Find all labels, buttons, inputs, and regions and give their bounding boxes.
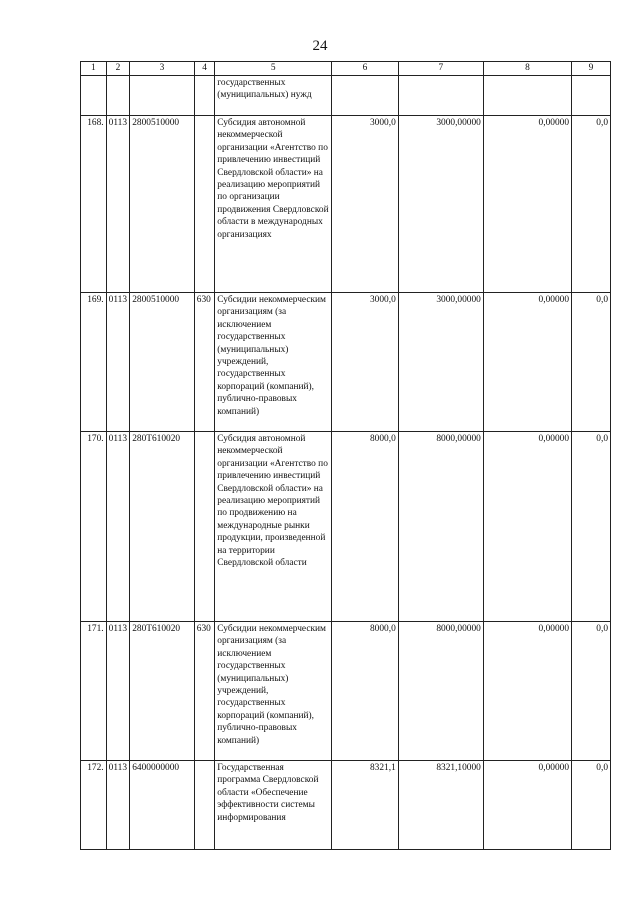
amount: 8000,0 xyxy=(332,432,399,622)
page-number: 24 xyxy=(312,38,328,54)
amount-detailed: 8000,00000 xyxy=(398,622,483,761)
header-cell-8: 8 xyxy=(483,62,571,76)
header-cell-5: 5 xyxy=(215,62,332,76)
row-number: 172. xyxy=(81,761,107,850)
section-code: 0113 xyxy=(106,761,130,850)
description: Субсидия автономной некоммерческой организации «Агентство по привлечению инвестиций Свердловской области» на реализацию мероприятий по организации продвижения Свердловской области в международных организациях xyxy=(215,116,332,293)
amount-tertiary: 0,0 xyxy=(572,761,611,850)
description: государственных (муниципальных) нужд xyxy=(215,76,332,116)
target-article-code xyxy=(130,76,195,116)
section-code xyxy=(106,76,130,116)
row-number: 170. xyxy=(81,432,107,622)
target-article-code: 2800510000 xyxy=(130,116,195,293)
amount-tertiary: 0,0 xyxy=(572,293,611,432)
amount: 8321,1 xyxy=(332,761,399,850)
header-cell-2: 2 xyxy=(106,62,130,76)
amount-tertiary xyxy=(572,76,611,116)
amount-secondary: 0,00000 xyxy=(483,432,571,622)
table-row xyxy=(81,293,611,432)
target-article-code: 2800510000 xyxy=(130,293,195,432)
row-number: 169. xyxy=(81,293,107,432)
amount: 8000,0 xyxy=(332,622,399,761)
header-cell-3: 3 xyxy=(130,62,195,76)
section-code: 0113 xyxy=(106,116,130,293)
amount-detailed xyxy=(398,76,483,116)
table-row xyxy=(81,622,611,761)
amount: 3000,0 xyxy=(332,293,399,432)
target-article-code: 6400000000 xyxy=(130,761,195,850)
expense-type-code: 630 xyxy=(194,622,215,761)
expense-type-code xyxy=(194,116,215,293)
row-number xyxy=(81,76,107,116)
table-row xyxy=(81,116,611,293)
expense-type-code xyxy=(194,432,215,622)
header-cell-1: 1 xyxy=(81,62,107,76)
amount-tertiary: 0,0 xyxy=(572,432,611,622)
amount-secondary: 0,00000 xyxy=(483,761,571,850)
target-article-code: 280Т610020 xyxy=(130,622,195,761)
amount-tertiary: 0,0 xyxy=(572,622,611,761)
expense-type-code xyxy=(194,76,215,116)
amount-secondary: 0,00000 xyxy=(483,622,571,761)
amount-secondary: 0,00000 xyxy=(483,293,571,432)
amount-secondary: 0,00000 xyxy=(483,116,571,293)
amount-detailed: 8321,10000 xyxy=(398,761,483,850)
amount-detailed: 3000,00000 xyxy=(398,116,483,293)
amount: 3000,0 xyxy=(332,116,399,293)
header-cell-9: 9 xyxy=(572,62,611,76)
section-code: 0113 xyxy=(106,293,130,432)
description: Государственная программа Свердловской области «Обеспечение эффективности системы информирования xyxy=(215,761,332,850)
amount-detailed: 3000,00000 xyxy=(398,293,483,432)
description: Субсидии некоммерческим организациям (за исключением государственных (муниципальных) учреждений, государственных корпораций (компаний), публично-правовых компаний) xyxy=(215,622,332,761)
table-row xyxy=(81,761,611,850)
row-number: 171. xyxy=(81,622,107,761)
budget-table xyxy=(80,61,611,850)
header-cell-6: 6 xyxy=(332,62,399,76)
section-code: 0113 xyxy=(106,622,130,761)
description: Субсидии некоммерческим организациям (за исключением государственных (муниципальных) учреждений, государственных корпораций (компаний), публично-правовых компаний) xyxy=(215,293,332,432)
description: Субсидия автономной некоммерческой организации «Агентство по привлечению инвестиций Свердловской области» на реализацию мероприятий по продвижению на международные рынки продукции, произведенной на территории Свердловской области xyxy=(215,432,332,622)
expense-type-code xyxy=(194,761,215,850)
header-cell-7: 7 xyxy=(398,62,483,76)
table-row xyxy=(81,76,611,116)
section-code: 0113 xyxy=(106,432,130,622)
expense-type-code: 630 xyxy=(194,293,215,432)
target-article-code: 280Т610020 xyxy=(130,432,195,622)
header-row xyxy=(81,62,611,76)
amount-secondary xyxy=(483,76,571,116)
amount-detailed: 8000,00000 xyxy=(398,432,483,622)
amount-tertiary: 0,0 xyxy=(572,116,611,293)
row-number: 168. xyxy=(81,116,107,293)
table-row xyxy=(81,432,611,622)
amount xyxy=(332,76,399,116)
header-cell-4: 4 xyxy=(194,62,215,76)
